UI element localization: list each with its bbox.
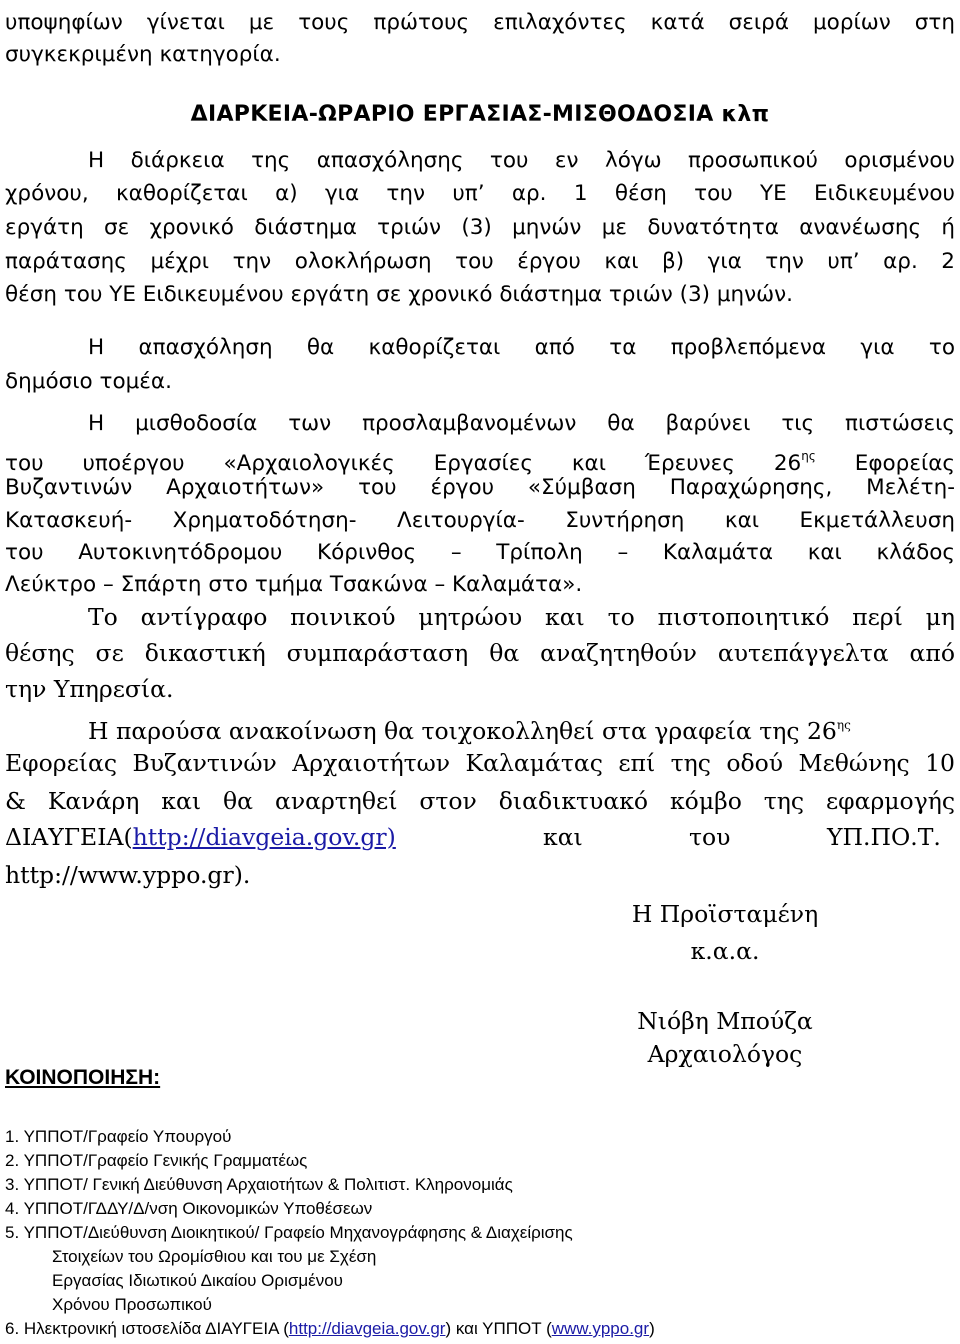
intro-line-2: συγκεκριμένη κατηγορία. bbox=[5, 42, 281, 67]
section-heading: ΔΙΑΡΚΕΙΑ-ΩΡΑΡΙΟ ΕΡΓΑΣΙΑΣ-ΜΙΣΘΟΔΟΣΙΑ κλπ bbox=[190, 102, 770, 127]
payroll-line-1: Η μισθοδοσία των προσλαμβανομένων θα βαρύνει τις πιστώσεις bbox=[88, 411, 955, 436]
duration-line-1: Η διάρκεια της απασχόλησης του εν λόγω προσωπικού ορισμένου bbox=[88, 148, 955, 173]
duration-line-4: παράτασης μέχρι την ολοκλήρωση του έργου και β) για την υπ’ αρ. 2 bbox=[5, 249, 955, 274]
criminal-record-line-1: Το αντίγραφο ποινικού μητρώου και το πιστοποιητικό περί μη bbox=[88, 603, 955, 631]
yppo-site-link[interactable]: www.yppo.gr bbox=[551, 1319, 650, 1338]
payroll-line-6: Λεύκτρο – Σπάρτη στο τμήμα Τσακώνα – Καλαμάτα». bbox=[5, 572, 583, 597]
duration-line-5: θέση του ΥΕ Ειδικευμένου εργάτη σε χρονικό διάστημα τριών (3) μηνών. bbox=[5, 282, 794, 307]
item6-text: 6. Ηλεκτρονική ιστοσελίδα ΔΙΑΥΓΕΙΑ ( bbox=[5, 1319, 289, 1338]
payroll-line-5: του Αυτοκινητόδρομου Κόρινθος – Τρίπολη – Καλαμάτα και κλάδος bbox=[5, 540, 955, 565]
ordinal-suffix: ης bbox=[836, 718, 851, 732]
word-of: του bbox=[689, 823, 731, 851]
signature-role: Αρχαιολόγος bbox=[647, 1040, 803, 1068]
posting-line-1-text: Η παρούσα ανακοίνωση θα τοιχοκολληθεί στα γραφεία της 26 bbox=[88, 717, 837, 745]
ordinal-suffix: ης bbox=[801, 449, 816, 463]
item6-end: ) bbox=[649, 1319, 655, 1338]
payroll-line-3: Βυζαντινών Αρχαιοτήτων» του έργου «Σύμβαση Παραχώρησης, Μελέτη- bbox=[5, 475, 955, 500]
duration-line-3: εργάτη σε χρονικό διάστημα τριών (3) μηνών με δυνατότητα ανανέωσης ή bbox=[5, 215, 955, 240]
distribution-item-4: 4. ΥΠΠΟΤ/ΓΔΔΥ/Δ/νση Οικονομικών Υποθέσεων bbox=[5, 1199, 373, 1218]
distribution-item-5: 5. ΥΠΠΟΤ/Διεύθυνση Διοικητικού/ Γραφείο Μηχανογράφησης & Διαχείρισης bbox=[5, 1223, 573, 1242]
employment-line-1: Η απασχόληση θα καθορίζεται από τα προβλεπόμενα για το bbox=[88, 335, 955, 360]
diavgeia-site-link[interactable]: http://diavgeia.gov.gr bbox=[288, 1319, 446, 1338]
signature-name: Νιόβη Μπούζα bbox=[637, 1007, 813, 1035]
distribution-item-3: 3. ΥΠΠΟΤ/ Γενική Διεύθυνση Αρχαιοτήτων & Πολιτιστ. Κληρονομιάς bbox=[5, 1175, 513, 1194]
payroll-line-2-text: του υποέργου «Αρχαιολογικές Εργασίες και Έρευνες 26 bbox=[5, 451, 802, 476]
payroll-line-2-end: Εφορείας bbox=[815, 451, 956, 476]
diavgeia-label bbox=[5, 822, 396, 852]
intro-line-1: υποψηφίων γίνεται με τους πρώτους επιλαχόντες κατά σειρά μορίων στη bbox=[5, 10, 955, 35]
distribution-item-5-cont-3: Χρόνου Προσωπικού bbox=[52, 1295, 212, 1314]
employment-line-2: δημόσιο τομέα. bbox=[5, 369, 172, 394]
item6-mid: ) και ΥΠΠΟΤ ( bbox=[445, 1319, 552, 1338]
diavgeia-link[interactable]: http://diavgeia.gov.gr) bbox=[132, 823, 396, 851]
distribution-item-6 bbox=[5, 1317, 655, 1341]
criminal-record-line-2: θέσης σε δικαστική συμπαράσταση θα αναζητηθούν αυτεπάγγελτα από bbox=[5, 639, 955, 667]
distribution-item-2: 2. ΥΠΠΟΤ/Γραφείο Γενικής Γραμματέως bbox=[5, 1151, 308, 1170]
distribution-item-1: 1. ΥΠΠΟΤ/Γραφείο Υπουργού bbox=[5, 1127, 232, 1146]
ministry-abbrev: ΥΠ.ΠΟ.Τ. bbox=[827, 823, 941, 851]
posting-line-3: & Κανάρη και θα αναρτηθεί στον διαδικτυακό κόμβο της εφαρμογής bbox=[5, 787, 955, 815]
posting-line-5: http://www.yppo.gr). bbox=[5, 861, 251, 889]
distribution-item-5-cont-2: Εργασίας Ιδιωτικού Δικαίου Ορισμένου bbox=[52, 1271, 343, 1290]
posting-line-1 bbox=[88, 710, 955, 746]
distribution-title: ΚΟΙΝΟΠΟΙΗΣΗ: bbox=[5, 1066, 161, 1089]
duration-line-2: χρόνου, καθορίζεται α) για την υπ’ αρ. 1 θέση του ΥΕ Ειδικευμένου bbox=[5, 181, 955, 206]
payroll-line-4: Κατασκευή- Χρηματοδότηση- Λειτουργία- Συντήρηση και Εκμετάλλευση bbox=[5, 508, 955, 533]
criminal-record-line-3: την Υπηρεσία. bbox=[5, 675, 174, 703]
signature-title: Η Προϊσταμένη bbox=[631, 900, 819, 928]
distribution-item-5-cont-1: Στοιχείων του Ωρομίσθιου και του με Σχέση bbox=[52, 1247, 377, 1266]
posting-line-2: Εφορείας Βυζαντινών Αρχαιοτήτων Καλαμάτας επί της οδού Μεθώνης 10 bbox=[5, 749, 955, 777]
signature-acting: κ.α.α. bbox=[690, 937, 760, 965]
conjunction-and: και bbox=[543, 823, 583, 851]
diavgeia-text: ΔΙΑΥΓΕΙΑ( bbox=[5, 823, 133, 851]
